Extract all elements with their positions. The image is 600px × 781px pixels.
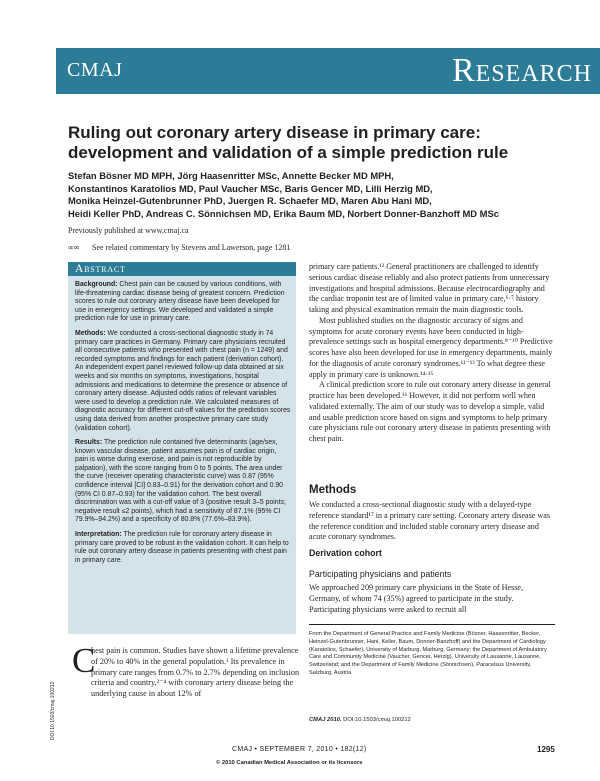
drop-cap: C [72,641,96,680]
methods-heading: Methods [309,484,357,496]
section-name: Research [451,52,592,89]
citation-doi: DOI:10.1503/cmaj.100212 [343,717,411,723]
see-related-icon: ∞∞ [68,243,80,252]
abstract-interpretation [75,531,291,565]
body-paragraph: We conducted a cross-sectional diagnostic study with a delayed-type reference standard¹⁷ in a primary care setting. Coronary artery disease was the reference condition and included stable coronary artery disease and acute coronary syndromes. [309,500,550,542]
abstract-body [75,281,291,571]
participating-paragraph-block [309,583,555,615]
author-line: Monika Heinzel-Gutenbrunner PhD, Juergen R. Schaefer MD, Maren Abu Hani MD, [68,195,432,207]
abstract-results-text: The prediction rule contained five determinants (age/sex, known vascular disease, patient assumes pain is of cardiac origin, pain is worse during exercise, and pain is not reproducible by palpation), with the score ranging from 0 to 5 points. The area under the curve (receiver operating characteristic curve) was 0.87 (95% confidence interval [CI] 0.83–0.91) for the derivation cohort and 0.90 (95% CI 0.87–0.93) for the validation cohort. The best overall discrimination was with a cut-off value of 3 (positive result 3–5 points; negative result ≤2 points), which had a sensitivity of 87.1% (95% CI 79.9%–94.2%) and a specificity of 80.8% (77.6%–83.9%). [75,439,286,524]
participating-heading: Participating physicians and patients [309,569,452,579]
right-column-top [309,262,555,445]
derivation-heading: Derivation cohort [309,548,382,558]
copyright-notice: © 2010 Canadian Medical Association or its licensors [216,760,363,766]
footer-journal-info: CMAJ • SEPTEMBER 7, 2010 • 182(12) [232,746,367,753]
see-related-text: See related commentary by Stevens and Lawerson, page 1281 [92,243,291,252]
abstract-interpretation-text: The prediction rule for coronary artery disease in primary care proved to be robust in the validation cohort. It can help to rule out coronary artery disease in patients presenting with chest pain in primary care. [75,531,289,564]
abstract-interpretation-label: Interpretation: [75,531,122,539]
article-title: Ruling out coronary artery disease in primary care: development and validation of a simple prediction rule [68,123,509,162]
affiliations: From the Department of General Practice and Family Medicine (Bösner, Haasenritter, Becker, Heinzel-Gutenbrunner, Hani, Keller, Baum, Donner-Banzhoff) and the Department of Cardiology (Karatolios, Schaefer), University of Marburg, Marburg, Germany; the Department of Ambulatory Care and Community Medicine (Vaucher, Gencer, Herzig), University of Lausanne, Lausanne, Switzerland; and the Department of Family Medicine (Sönnichsen), Paracelsus University, Salzburg, Austria [309,631,547,676]
author-line: Stefan Bösner MD MPH, Jörg Haasenritter MSc, Annette Becker MD MPH, [68,170,394,181]
abstract-header [68,262,296,276]
abstract-background-label: Background: [75,281,118,288]
section-banner [56,48,600,94]
previously-published-note: Previously published at www.cmaj.ca [68,226,189,235]
abstract-results-label: Results: [75,439,103,447]
citation [309,717,411,723]
abstract-background-text: Chest pain can be caused by various conditions, with life-threatening cardiac disease being of greatest concern. Prediction scores to rule out coronary artery disease have been developed for use in emergency settings. We developed and validated a simple prediction rule for use in primary care. [75,281,285,323]
body-paragraph: A clinical prediction score to rule out coronary artery disease in general practice has been developed.¹⁶ However, it did not perform well when validated externally. The aim of our study was to develop a simple, valid and usable prediction score based on signs and symptoms to help primary care physicians rule out coronary artery disease in patients presenting with chest pain. [309,380,551,443]
abstract-methods-text: We conducted a cross-sectional diagnostic study in 74 primary care practices in Germany. Primary care physicians recruited all consecutive patients who presented with chest pain (n = 1249) and recorded symptoms and findings for each patient (derivation cohort). An independent expert panel reviewed follow-up data obtained at six weeks and six months on symptoms, investigations, hospital admissions and medications to determine the presence or absence of coronary artery disease. Adjusted odds ratios of relevant variables were used to develop a prediction rule. We calculated measures of diagnostic accuracy for different cut-off values for the prediction scores using data derived from another prospective primary care study (validation cohort). [75,329,291,432]
side-doi [50,660,60,740]
page-number: 1295 [537,745,555,754]
affiliation-divider [309,624,555,625]
abstract-background [75,281,291,324]
abstract-heading: Abstract [75,263,126,275]
author-list [68,170,588,220]
citation-journal: CMAJ 2010. [309,717,342,723]
side-doi-text: DOI:10.1503/cmaj.100212 [50,681,56,740]
methods-paragraph-block [309,500,555,543]
author-line: Heidi Keller PhD, Andreas C. Sönnichsen MD, Erika Baum MD, Norbert Donner-Banzhoff MD MSc [68,207,499,219]
abstract-methods [75,330,291,433]
see-related-link[interactable] [68,243,290,252]
body-paragraph: We approached 209 primary care physicians in the State of Hesse, Germany, of whom 74 (35%) agreed to participate in the study. Participating physicians were asked to recruit all [309,583,523,614]
intro-paragraph: hest pain is common. Studies have shown a lifetime prevalence of 20% to 40% in the general population.¹ Its prevalence in primary care ranges from 0.7% to 2.7% depending on inclusion criteria and country,²⁻⁴ with coronary artery disease being the underlying cause in about 12% of [91,646,300,699]
journal-name: CMAJ [67,59,123,81]
body-paragraph: Most published studies on the diagnostic accuracy of signs and symptoms for acute coronary events have been conducted in high-prevalence settings such as hospital emergency departments.⁸⁻¹⁰ Predictive scores have also been developed for use in emergency departments, mainly for the diagnosis of acute coronary syndromes.¹¹⁻¹³ To what degree these apply in primary care is unknown.¹⁴·¹⁵ [309,315,553,379]
abstract-methods-label: Methods: [75,329,106,337]
author-line: Konstantinos Karatolios MD, Paul Vaucher MSc, Baris Gencer MD, Lilli Herzig MD, [68,182,433,194]
abstract-results [75,439,291,525]
body-paragraph: primary care patients.¹² General practitioners are challenged to identify serious cardiac disease reliably and also protect patients from unnecessary investigations and hospital admissions. Because electrocardiography and the cardiac troponin test are of limited value in primary care,⁶·⁷ history taking and physical examination remain the main diagnostic tools. [309,262,550,314]
abstract-box [68,262,296,634]
